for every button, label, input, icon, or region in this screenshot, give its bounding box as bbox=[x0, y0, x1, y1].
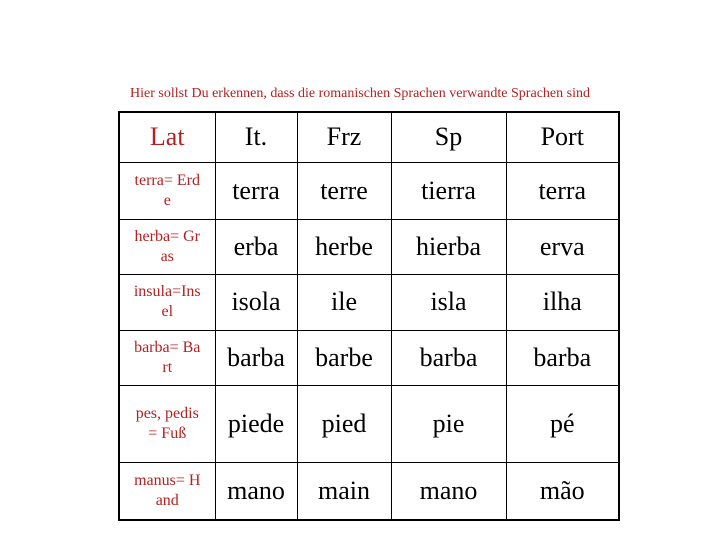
header-port: Port bbox=[506, 112, 619, 162]
cell-sp: mano bbox=[391, 462, 506, 520]
cell-it: piede bbox=[215, 385, 297, 462]
header-sp: Sp bbox=[391, 112, 506, 162]
cell-lat: barba= Bart bbox=[119, 330, 215, 385]
cell-port: barba bbox=[506, 330, 619, 385]
cell-lat: manus= Hand bbox=[119, 462, 215, 520]
cell-frz: ile bbox=[297, 274, 391, 330]
table-row bbox=[119, 385, 619, 462]
cell-it: erba bbox=[215, 219, 297, 274]
cell-sp: isla bbox=[391, 274, 506, 330]
cell-lat: pes, pedis= Fuß bbox=[119, 385, 215, 462]
cell-it: isola bbox=[215, 274, 297, 330]
page-subtitle: Hier sollst Du erkennen, dass die romanischen Sprachen verwandte Sprachen sind bbox=[130, 86, 590, 101]
table-row bbox=[119, 274, 619, 330]
header-it: It. bbox=[215, 112, 297, 162]
table-row bbox=[119, 462, 619, 520]
cell-lat: terra= Erde bbox=[119, 162, 215, 219]
table-row bbox=[119, 330, 619, 385]
cell-it: terra bbox=[215, 162, 297, 219]
cell-frz: terre bbox=[297, 162, 391, 219]
table-row bbox=[119, 162, 619, 219]
cell-sp: pie bbox=[391, 385, 506, 462]
cell-port: pé bbox=[506, 385, 619, 462]
table-header-row bbox=[119, 112, 619, 162]
table-row bbox=[119, 219, 619, 274]
language-comparison-table bbox=[118, 111, 620, 521]
cell-it: barba bbox=[215, 330, 297, 385]
cell-port: mão bbox=[506, 462, 619, 520]
cell-frz: barbe bbox=[297, 330, 391, 385]
cell-frz: herbe bbox=[297, 219, 391, 274]
cell-lat: herba= Gras bbox=[119, 219, 215, 274]
cell-port: terra bbox=[506, 162, 619, 219]
cell-frz: pied bbox=[297, 385, 391, 462]
cell-sp: barba bbox=[391, 330, 506, 385]
cell-frz: main bbox=[297, 462, 391, 520]
cell-port: ilha bbox=[506, 274, 619, 330]
cell-port: erva bbox=[506, 219, 619, 274]
cell-sp: hierba bbox=[391, 219, 506, 274]
cell-lat: insula=Insel bbox=[119, 274, 215, 330]
cell-sp: tierra bbox=[391, 162, 506, 219]
header-lat: Lat bbox=[119, 112, 215, 162]
header-frz: Frz bbox=[297, 112, 391, 162]
cell-it: mano bbox=[215, 462, 297, 520]
